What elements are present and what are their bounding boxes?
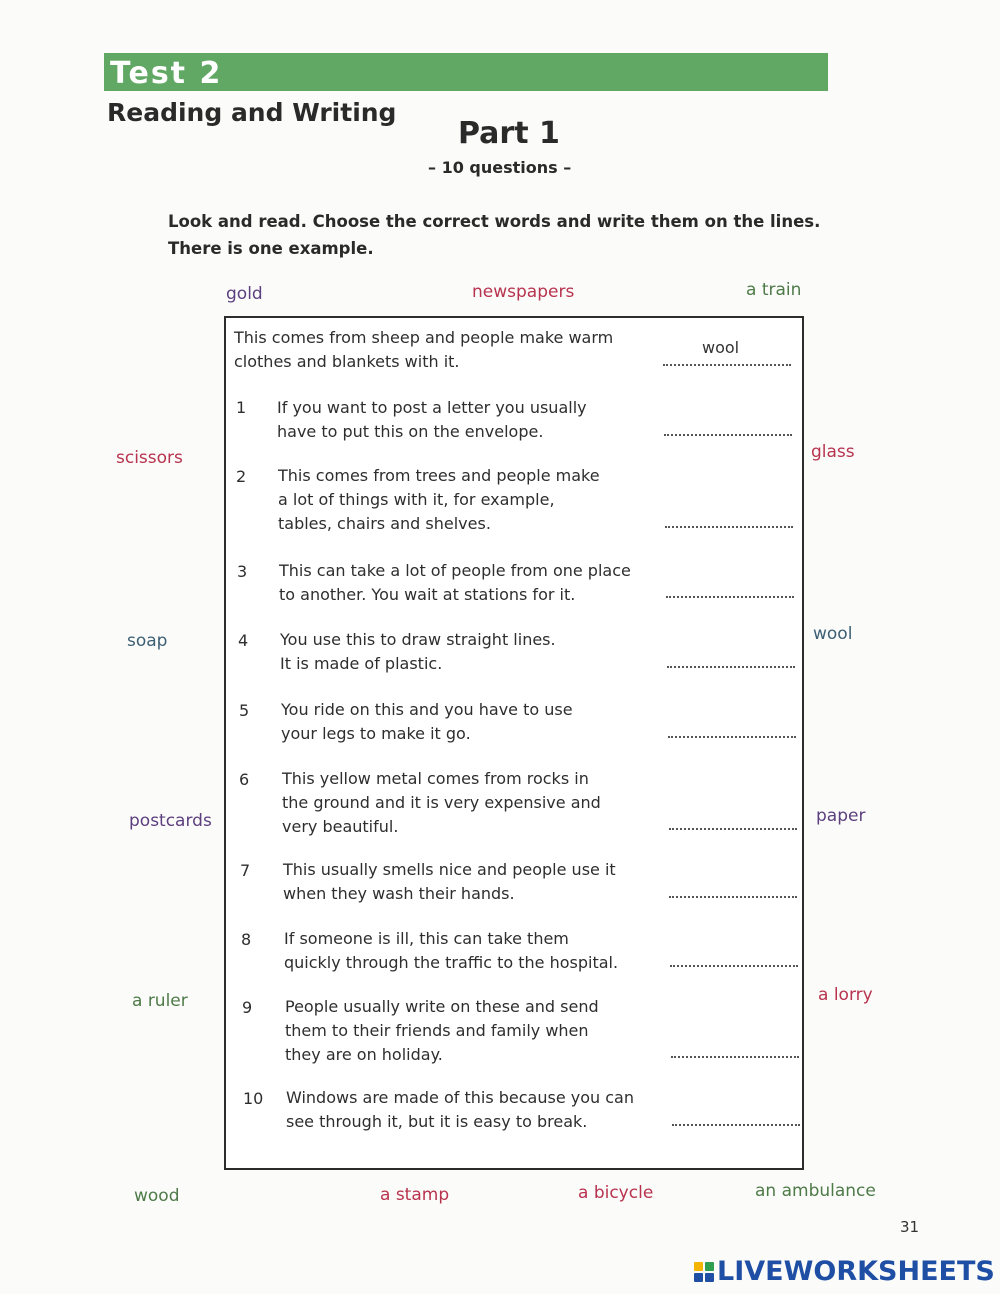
answer-line-8[interactable] (670, 965, 798, 967)
instructions-line-2: There is one example. (168, 239, 374, 258)
question-line: Windows are made of this because you can (286, 1088, 634, 1107)
question-line: You ride on this and you have to use (281, 700, 573, 719)
question-number: 10 (243, 1089, 264, 1108)
word-postcards: postcards (129, 811, 212, 831)
part-title: Part 1 (458, 116, 560, 151)
answer-line-9[interactable] (671, 1056, 799, 1058)
question-number: 7 (240, 861, 251, 880)
question-line: they are on holiday. (285, 1045, 443, 1064)
question-text (279, 559, 631, 607)
answer-line-1[interactable] (664, 434, 792, 436)
question-line: This usually smells nice and people use it (283, 860, 616, 879)
question-text (284, 927, 618, 975)
question-number: 6 (239, 770, 250, 789)
instructions (168, 208, 868, 262)
word-wool: wool (813, 624, 853, 644)
answer-line-5[interactable] (668, 736, 796, 738)
example-line-2: clothes and blankets with it. (234, 352, 460, 371)
question-text (283, 858, 616, 906)
question-text (282, 767, 601, 839)
question-line: the ground and it is very expensive and (282, 793, 601, 812)
answer-line-10[interactable] (672, 1124, 800, 1126)
question-number: 8 (241, 930, 252, 949)
question-line: People usually write on these and send (285, 997, 599, 1016)
answer-line-4[interactable] (667, 666, 795, 668)
test-title: Test 2 (110, 56, 223, 91)
word-a-stamp: a stamp (380, 1185, 450, 1205)
answer-line-6[interactable] (669, 828, 797, 830)
section-title: Reading and Writing (107, 98, 397, 127)
example-answer: wool (702, 338, 740, 357)
question-line: If someone is ill, this can take them (284, 929, 569, 948)
question-text (286, 1086, 634, 1134)
page-number: 31 (900, 1218, 920, 1236)
question-text (281, 698, 573, 746)
question-text (277, 396, 587, 444)
question-line: quickly through the traffic to the hospital. (284, 953, 619, 972)
question-line: If you want to post a letter you usually (277, 398, 587, 417)
question-text (278, 464, 600, 536)
question-line: see through it, but it is easy to break. (286, 1112, 588, 1131)
answer-line-7[interactable] (669, 896, 797, 898)
word-a-lorry: a lorry (818, 985, 873, 1005)
question-text (280, 628, 556, 676)
question-line: You use this to draw straight lines. (280, 630, 556, 649)
word-wood: wood (134, 1186, 180, 1206)
question-line: your legs to make it go. (281, 724, 471, 743)
question-number: 9 (242, 998, 253, 1017)
word-paper: paper (816, 806, 866, 826)
word-newspapers: newspapers (472, 282, 575, 302)
word-a-ruler: a ruler (132, 991, 188, 1011)
question-line: This comes from trees and people make (278, 466, 600, 485)
answer-line-2[interactable] (665, 526, 793, 528)
word-soap: soap (127, 631, 168, 651)
question-line: them to their friends and family when (285, 1021, 589, 1040)
word-an-ambulance: an ambulance (755, 1181, 876, 1201)
example-text (234, 326, 613, 374)
word-glass: glass (811, 442, 855, 462)
word-a-bicycle: a bicycle (578, 1183, 654, 1203)
question-line: tables, chairs and shelves. (278, 514, 491, 533)
word-scissors: scissors (116, 448, 183, 468)
instructions-line-1: Look and read. Choose the correct words and write them on the lines. (168, 212, 821, 231)
liveworksheets-brand: LIVEWORKSHEETS (717, 1256, 995, 1287)
question-number: 3 (237, 562, 248, 581)
question-number: 2 (236, 467, 247, 486)
answer-line-3[interactable] (666, 596, 794, 598)
question-number: 1 (236, 398, 247, 417)
liveworksheets-icon (694, 1262, 714, 1282)
question-line: It is made of plastic. (280, 654, 443, 673)
question-text (285, 995, 599, 1067)
word-gold: gold (226, 284, 263, 304)
question-line: a lot of things with it, for example, (278, 490, 555, 509)
question-line: to another. You wait at stations for it. (279, 585, 576, 604)
example-line-1: This comes from sheep and people make warm (234, 328, 614, 347)
question-line: have to put this on the envelope. (277, 422, 544, 441)
question-line: very beautiful. (282, 817, 399, 836)
question-number: 5 (239, 701, 250, 720)
question-number: 4 (238, 631, 249, 650)
word-a-train: a train (746, 280, 802, 300)
part-subtitle: – 10 questions – (428, 158, 572, 177)
liveworksheets-logo (694, 1256, 995, 1287)
example-answer-line (663, 364, 791, 366)
question-line: This yellow metal comes from rocks in (282, 769, 589, 788)
question-line: when they wash their hands. (283, 884, 515, 903)
question-line: This can take a lot of people from one place (279, 561, 631, 580)
